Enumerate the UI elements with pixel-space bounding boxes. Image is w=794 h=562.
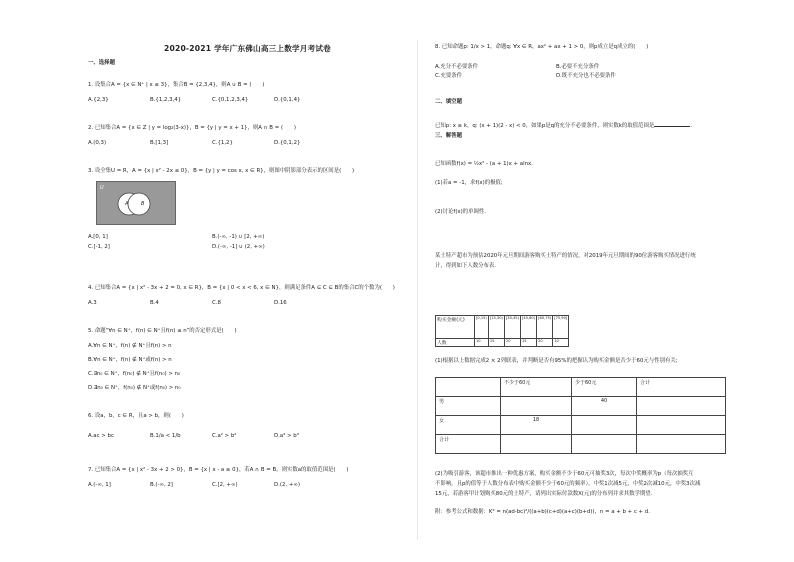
- q2-option-b[interactable]: B.[1,3]: [150, 140, 169, 146]
- q7-option-a[interactable]: A.(-∞, 1]: [88, 482, 111, 488]
- table-col-4: [45,60): [521, 316, 537, 339]
- table-col-3: [30,45): [504, 316, 520, 339]
- q1-option-c[interactable]: C.{0,1,2,3,4}: [212, 97, 249, 103]
- ct-head-ge60: 不少于60元: [501, 378, 572, 397]
- q2-option-a[interactable]: A.(0,3): [88, 140, 107, 146]
- ct-total-lt60[interactable]: [572, 435, 637, 454]
- table-col-6: [75,90]: [553, 316, 569, 339]
- q10-stem: 已知函数f(x) = ½x² - (a + 1)x + alnx.: [435, 161, 533, 167]
- q8-stem: 8. 已知命题p: 1/x > 1，命题q: ∀x ∈ R，ax² + ax + 1 > 0，则p成立是q成立的( ): [435, 44, 649, 50]
- q2-stem: 2. 已知集合A = {x ∈ Z | y = log₂(3-x)}，B = {y | y = x + 1}，则A ∩ B = ( ): [88, 125, 296, 131]
- q2-option-c[interactable]: C.{1,2}: [212, 140, 233, 146]
- ct-female-total[interactable]: [637, 416, 726, 435]
- contingency-table: [435, 377, 726, 454]
- ct-total-total[interactable]: [637, 435, 726, 454]
- table-count-6: 10: [553, 339, 569, 347]
- table-count-4: 15: [521, 339, 537, 347]
- q6-stem: 6. 设a，b，c ∈ R，且a > b，则( ): [88, 413, 184, 419]
- q6-option-c[interactable]: C.a² > b²: [212, 433, 237, 439]
- section-fill-heading: 二、填空题: [435, 99, 462, 105]
- ct-male-ge60[interactable]: [501, 397, 572, 416]
- q8-option-d[interactable]: D.既不充分也不必要条件: [556, 73, 616, 79]
- ct-head-total: 合计: [637, 378, 726, 397]
- q3-option-a[interactable]: A.[0, 1]: [88, 234, 108, 240]
- ct-row-total: 合计: [436, 435, 501, 454]
- table-count-1: 10: [475, 339, 489, 347]
- q11-stem-line1: 某土特产超市为预估2020年元旦期间游客购买土特产的情况，对2019年元旦期间的90位游客购买情况进行统: [435, 253, 696, 259]
- ct-row-male: 男: [436, 397, 501, 416]
- q11-part1: (1)根据以上数据完成2 × 2列联表，并判断是否有95%的把握认为购买金额是否少于60元与性别有关;: [435, 358, 678, 364]
- venn-set-b-label: B: [141, 201, 145, 207]
- venn-circles: [97, 182, 177, 226]
- table-count-3: 20: [504, 339, 520, 347]
- table-col-2: [15,30): [488, 316, 504, 339]
- q6-option-a[interactable]: A.ac > bc: [88, 433, 114, 439]
- distribution-table: [435, 315, 569, 347]
- q7-option-c[interactable]: C.[2, +∞): [212, 482, 238, 488]
- table-col-1: [0,15): [475, 316, 489, 339]
- reference-formula: 附：参考公式和数据：K² = n(ad-bc)²/((a+b)(c+d)(a+c)(b+d))，n = a + b + c + d.: [435, 509, 650, 515]
- ct-row-female: 女: [436, 416, 501, 435]
- q7-option-d[interactable]: D.(2, +∞): [274, 482, 300, 488]
- q9-stem: 已知p: x ≥ k，q: (x + 1)(2 - x) < 0，如果p是q的充分不必要条件，则实数k的取值范围是 .: [435, 123, 692, 129]
- q11-stem-line2: 计，得到如下人数分布表.: [435, 263, 497, 269]
- section-choice-heading: 一、选择题: [88, 60, 115, 66]
- q4-option-d[interactable]: D.16: [274, 300, 287, 306]
- q1-option-a[interactable]: A.{2,3}: [88, 97, 109, 103]
- q3-option-b[interactable]: B.(-∞, -1) ∪ [2, +∞): [212, 234, 265, 240]
- ct-total-ge60[interactable]: [501, 435, 572, 454]
- venn-universe-label: U: [100, 185, 104, 191]
- q6-option-b[interactable]: B.1/a < 1/b: [150, 433, 181, 439]
- q3-option-d[interactable]: D.(-∞, -1] ∪ (2, +∞): [212, 244, 265, 250]
- venn-set-a-label: A: [125, 201, 129, 207]
- q7-stem: 7. 已知集合A = {x | x² - 3x + 2 > 0}，B = {x | x - a ≥ 0}，若A ∩ B = B，则实数a的取值范围是( ): [88, 467, 349, 473]
- ct-head-blank: [436, 378, 501, 397]
- q4-option-a[interactable]: A.3: [88, 300, 97, 306]
- ct-female-lt60[interactable]: [572, 416, 637, 435]
- q8-option-c[interactable]: C.充要条件: [435, 73, 463, 79]
- q1-stem: 1. 设集合A = {x ∈ N⁺ | x ≤ 3}，集合B = {2,3,4}，则A ∪ B = ( ): [88, 82, 265, 88]
- q3-option-c[interactable]: C.[-1, 2]: [88, 244, 110, 250]
- q1-option-b[interactable]: B.{1,2,3,4}: [150, 97, 182, 103]
- q9-answer-blank[interactable]: [654, 121, 690, 127]
- column-divider: [417, 40, 418, 540]
- q6-option-d[interactable]: D.a³ > b³: [274, 433, 299, 439]
- q2-option-d[interactable]: D.{0,1,2}: [274, 140, 301, 146]
- q9-text: 已知p: x ≥ k，q: (x + 1)(2 - x) < 0，如果p是q的充分不必要条件，则实数k的取值范围是: [435, 123, 655, 129]
- q11-part2-line2: 不影响，且p的值等于人数分布表中购买金额不少于60元的频率），中奖1次减5元，中奖2次减10元，中奖3次减: [435, 481, 701, 487]
- q4-option-b[interactable]: B.4: [150, 300, 159, 306]
- table-count-label: 人数: [436, 339, 475, 347]
- section-answer-heading: 三、解答题: [435, 133, 462, 139]
- q8-option-a[interactable]: A.充分不必要条件: [435, 64, 479, 70]
- table-col-5: [60,75): [537, 316, 553, 339]
- q4-option-c[interactable]: C.8: [212, 300, 221, 306]
- q5-option-c[interactable]: C.∃n₀ ∈ N⁺，f(n₀) ∉ N⁺且f(n₀) > n₀: [88, 371, 181, 377]
- venn-diagram: [96, 181, 176, 225]
- ct-female-ge60[interactable]: 18: [501, 416, 572, 435]
- q7-option-b[interactable]: B.(-∞, 2]: [150, 482, 173, 488]
- table-count-5: 20: [537, 339, 553, 347]
- ct-male-lt60[interactable]: 40: [572, 397, 637, 416]
- q8-option-b[interactable]: B.必要不充分条件: [556, 64, 600, 70]
- q11-part2-line3: 15元，若游客甲计划购买80元的土特产，请列出实际付款数X(元)的分布列并求其数学期望.: [435, 491, 653, 497]
- ct-head-lt60: 少于60元: [572, 378, 637, 397]
- q5-option-d[interactable]: D.∃n₀ ∈ N⁺，f(n₀) ∉ N⁺或f(n₀) > n₀: [88, 385, 181, 391]
- q10-part1: (1)若a = -1，求f(x)的极值;: [435, 180, 503, 186]
- table-count-2: 15: [488, 339, 504, 347]
- q5-stem: 5. 命题“∀n ∈ N⁺，f(n) ∈ N⁺且f(n) ≤ n”的否定形式是( ): [88, 328, 237, 334]
- table-head-amount: 购买金额(元): [436, 316, 475, 339]
- q3-stem: 3. 设全集U = R，A = {x | x² - 2x ≤ 0}，B = {y | y = cos x, x ∈ R}，则图中阴影部分表示的区间是( ): [88, 168, 355, 174]
- page-title: 2020-2021 学年广东佛山高三上数学月考试卷: [164, 44, 331, 53]
- q1-option-d[interactable]: D.{0,1,4}: [274, 97, 301, 103]
- q5-option-a[interactable]: A.∀n ∈ N⁺，f(n) ∉ N⁺且f(n) > n: [88, 343, 172, 349]
- q10-part2: (2)讨论f(x)的单调性.: [435, 209, 486, 215]
- ct-male-total[interactable]: [637, 397, 726, 416]
- q4-stem: 4. 已知集合A = {x | x² - 3x + 2 = 0, x ∈ R}，B = {x | 0 < x < 6, x ∈ N}，则满足条件A ⊆ C ⊆ B的集合C的个数为( ): [88, 285, 395, 291]
- q11-part2-line1: (2)为吸引游客，该超市推出一种优惠方案，购买金额不少于60元可抽奖3次，每次中奖概率为p（每次抽奖互: [435, 471, 694, 477]
- q5-option-b[interactable]: B.∀n ∈ N⁺，f(n) ∉ N⁺或f(n) > n: [88, 357, 172, 363]
